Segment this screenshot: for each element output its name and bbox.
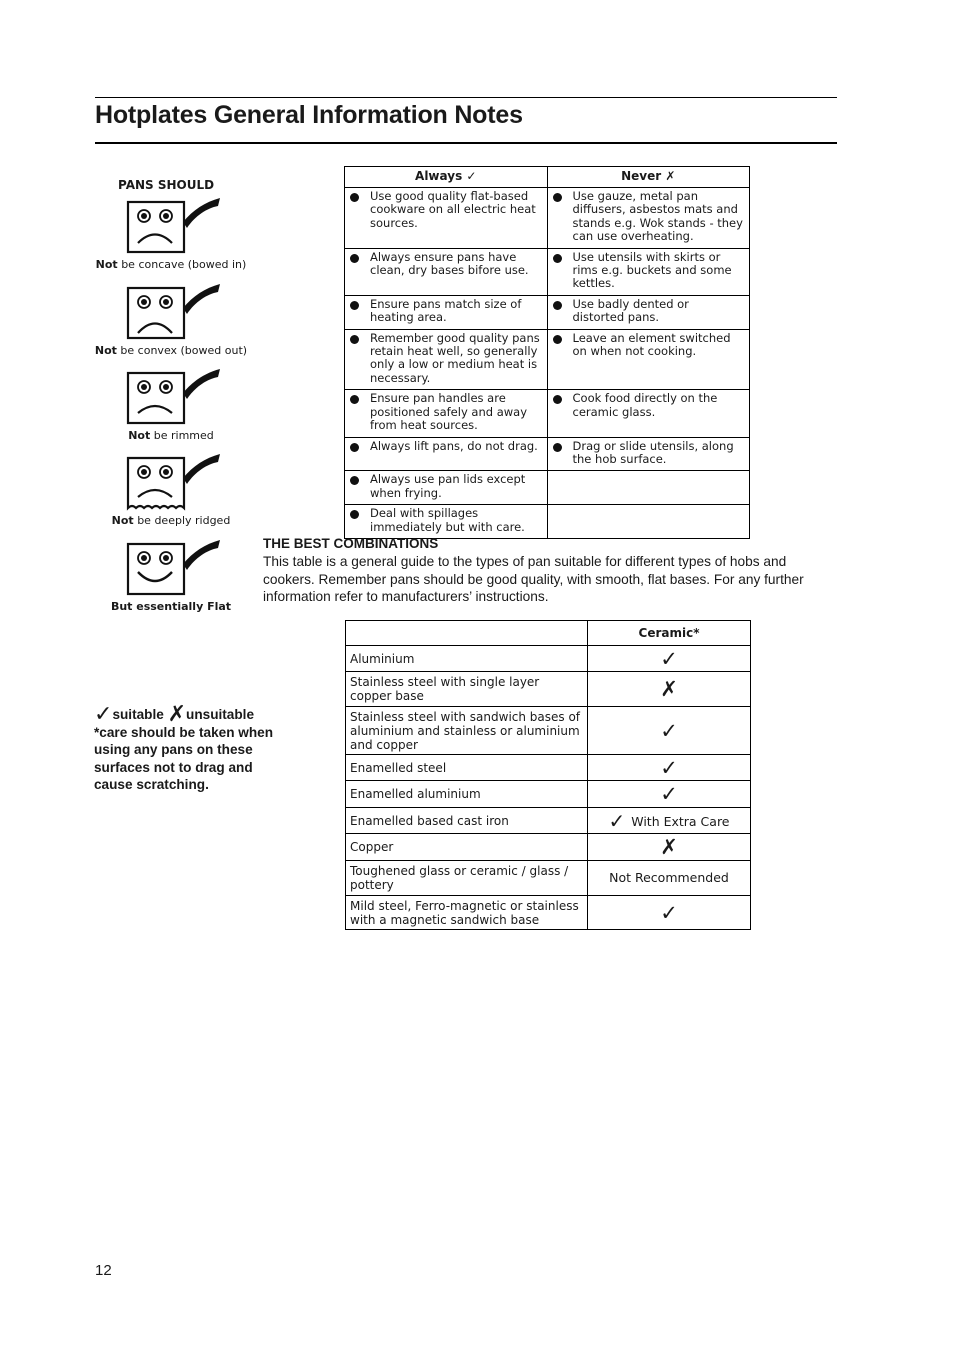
never-cell: Leave an element switched on when not cooking.	[547, 329, 750, 390]
convex-pan-icon	[121, 280, 221, 342]
cross-icon: ✗	[167, 702, 187, 727]
ceramic-cell	[588, 755, 751, 781]
always-never-table	[344, 166, 750, 539]
always-cell: Ensure pan handles are positioned safely and away from heat sources.	[345, 390, 548, 437]
pan-concave: Not be concave (bowed in)	[91, 194, 251, 271]
pans-should-heading: PANS SHOULD	[118, 178, 215, 192]
table-row	[346, 896, 751, 930]
concave-pan-icon	[121, 194, 221, 256]
never-cell: Cook food directly on the ceramic glass.	[547, 390, 750, 437]
always-cell: Always lift pans, do not drag.	[345, 437, 548, 471]
table-row	[345, 437, 750, 471]
ceramic-cell	[588, 808, 751, 834]
table-row	[345, 295, 750, 329]
table-row	[345, 329, 750, 390]
table-row	[346, 781, 751, 808]
tick-icon: ✓	[660, 782, 678, 806]
table-row	[346, 861, 751, 896]
ceramic-cell	[588, 672, 751, 707]
material-header	[346, 621, 588, 646]
table-row	[346, 808, 751, 834]
table-row	[346, 672, 751, 707]
tick-icon: ✓	[660, 755, 678, 780]
table-row	[346, 834, 751, 861]
ceramic-cell	[588, 896, 751, 930]
flat-pan-icon	[121, 536, 221, 598]
never-cell: Use badly dented or distorted pans.	[547, 295, 750, 329]
top-rule	[95, 97, 837, 98]
material-cell: Mild steel, Ferro-magnetic or stainless with a magnetic sandwich base	[346, 896, 588, 930]
pan-ridged: Not be deeply ridged	[91, 450, 251, 527]
always-cell: Always use pan lids except when frying.	[345, 471, 548, 505]
pan-rimmed: Not be rimmed	[91, 365, 251, 442]
material-cell: Aluminium	[346, 646, 588, 672]
ceramic-cell	[588, 834, 751, 861]
legend	[94, 702, 274, 794]
never-cell: Drag or slide utensils, along the hob surface.	[547, 437, 750, 471]
table-row	[346, 646, 751, 672]
best-combinations-body: This table is a general guide to the types of pan suitable for different types of hobs and cookers. Remember pans should be good quality, with smooth, flat bases. For any further information refer to manufacturers’ instructions.	[263, 554, 804, 604]
material-cell: Enamelled steel	[346, 755, 588, 781]
always-header: Always ✓	[345, 167, 548, 188]
material-cell: Enamelled aluminium	[346, 781, 588, 808]
best-combinations-title: THE BEST COMBINATIONS	[263, 536, 439, 551]
tick-icon: ✓	[94, 702, 113, 727]
ceramic-cell: Not Recommended	[588, 861, 751, 896]
never-cell: Use utensils with skirts or rims e.g. buckets and some kettles.	[547, 248, 750, 295]
never-header: Never ✗	[547, 167, 750, 188]
page-title: Hotplates General Information Notes	[95, 101, 523, 129]
ceramic-header: Ceramic*	[588, 621, 751, 646]
tick-icon: ✓	[608, 808, 626, 833]
material-cell: Enamelled based cast iron	[346, 808, 588, 834]
legend-note: *care should be taken when using any pans on these surfaces not to drag and cause scratching.	[94, 724, 274, 793]
table-row	[345, 248, 750, 295]
ceramic-cell	[588, 646, 751, 672]
always-cell: Use good quality flat-based cookware on all electric heat sources.	[345, 188, 548, 249]
page-number: 12	[95, 1262, 112, 1279]
material-cell: Toughened glass or ceramic / glass / pottery	[346, 861, 588, 896]
material-cell: Copper	[346, 834, 588, 861]
tick-icon: ✓	[660, 718, 678, 743]
rimmed-pan-icon	[121, 365, 221, 427]
never-cell	[547, 471, 750, 505]
title-underline	[95, 142, 837, 144]
never-cell	[547, 505, 750, 539]
legend-unsuitable: unsuitable	[186, 707, 255, 722]
table-row	[345, 505, 750, 539]
ceramic-cell	[588, 707, 751, 755]
ridged-pan-icon	[121, 450, 221, 512]
table-row	[346, 755, 751, 781]
cross-icon: ✗	[660, 835, 678, 859]
legend-symbols	[94, 702, 274, 727]
always-cell: Ensure pans match size of heating area.	[345, 295, 548, 329]
never-cell: Use gauze, metal pan diffusers, asbestos mats and stands e.g. Wok stands - they can use overheating.	[547, 188, 750, 249]
material-cell: Stainless steel with single layer copper base	[346, 672, 588, 707]
tick-icon: ✓	[660, 646, 678, 671]
table-row	[345, 188, 750, 249]
combinations-table	[345, 620, 751, 930]
ceramic-cell	[588, 781, 751, 808]
extra-care-text: With Extra Care	[631, 813, 730, 829]
legend-suitable: suitable	[112, 707, 164, 722]
always-cell: Remember good quality pans retain heat well, so generally only a low or medium heat is necessary.	[345, 329, 548, 390]
tick-icon: ✓	[660, 900, 678, 925]
cross-icon: ✗	[660, 677, 678, 701]
always-cell: Deal with spillages immediately but with care.	[345, 505, 548, 539]
table-row	[345, 390, 750, 437]
table-row	[346, 707, 751, 755]
material-cell: Stainless steel with sandwich bases of aluminium and stainless or aluminium and copper	[346, 707, 588, 755]
table-row	[345, 471, 750, 505]
always-cell: Always ensure pans have clean, dry bases bifore use.	[345, 248, 548, 295]
pan-convex: Not be convex (bowed out)	[91, 280, 251, 357]
pan-flat: But essentially Flat	[91, 536, 251, 613]
